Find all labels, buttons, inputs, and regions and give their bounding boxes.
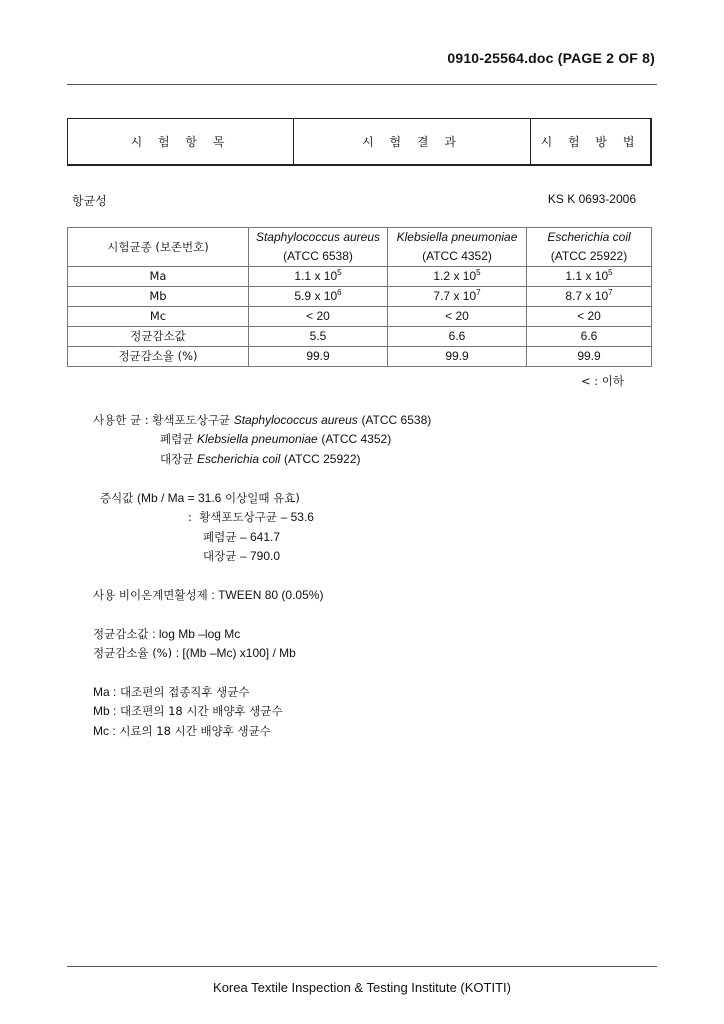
definition-text: 시료의 18 시간 배양후 생균수 xyxy=(119,724,271,738)
row-label: Mc xyxy=(68,307,249,327)
footer-divider xyxy=(67,966,657,967)
definition-key: Ma : xyxy=(93,685,117,699)
table-row xyxy=(68,307,652,327)
strain-atcc: (ATCC 25922) xyxy=(284,452,361,466)
formula-line xyxy=(93,645,296,661)
strain-korean-name: 황색포도상구균 xyxy=(152,413,231,427)
growth-value: – 53.6 xyxy=(280,510,314,524)
atcc-cell: (ATCC 6538) xyxy=(249,247,388,267)
value-cell: 99.9 xyxy=(527,347,652,367)
surfactant-label: 사용 비이온계면활성제 xyxy=(93,588,208,602)
table-row xyxy=(68,267,652,287)
row-header-cell: 시험균종 (보존번호) xyxy=(68,228,249,267)
bacteria-name-cell: Escherichia coil xyxy=(527,228,652,248)
bacteria-name-cell: Klebsiella pneumoniae xyxy=(388,228,527,248)
formula-value: : [(Mb –Mc) x100] / Mb xyxy=(175,646,296,660)
formula-label: 정균감소값 xyxy=(93,627,149,641)
row-label: 정균감소값 xyxy=(68,327,249,347)
value-cell: 1.2 x $10^5$ xyxy=(388,267,527,287)
growth-line xyxy=(188,509,314,525)
definition-line xyxy=(93,684,250,700)
document-id: 0910-25564.doc (PAGE 2 OF 8) xyxy=(447,50,655,66)
strain-label: 사용한 균 : xyxy=(93,413,149,427)
value-cell: 1.1 x $10^5$ xyxy=(527,267,652,287)
growth-line xyxy=(203,529,280,545)
bacteria-name-cell: Staphylococcus aureus xyxy=(249,228,388,248)
formula-label: 정균감소율 (%) xyxy=(93,646,173,660)
definition-line xyxy=(93,723,271,739)
growth-value: – 790.0 xyxy=(239,549,281,563)
formula-line xyxy=(93,626,240,642)
row-label: Mb xyxy=(68,287,249,307)
growth-line xyxy=(203,548,280,564)
definition-key: Mb : xyxy=(93,704,117,718)
strain-korean-name: 폐렴균 xyxy=(160,432,194,446)
test-standard: KS K 0693-2006 xyxy=(547,192,636,206)
test-method-header: 시 험 방 법 xyxy=(540,135,641,149)
test-result-header: 시 험 결 과 xyxy=(294,119,531,164)
growth-colon: : xyxy=(188,510,192,524)
value-cell: 5.5 xyxy=(249,327,388,347)
header-divider xyxy=(67,84,657,85)
growth-organism: 황색포도상구균 xyxy=(199,510,277,524)
formula-value: : log Mb –log Mc xyxy=(152,627,241,641)
growth-organism: 대장균 xyxy=(203,549,237,563)
growth-value: – 641.7 xyxy=(239,530,281,544)
test-header-table xyxy=(67,118,652,166)
antibacterial-results-table xyxy=(67,227,652,367)
definition-key: Mc : xyxy=(93,724,116,738)
row-label: 정균감소율 (%) xyxy=(68,347,249,367)
definition-line xyxy=(93,703,283,719)
growth-title: 증식값 (Mb / Ma = 31.6 이상일때 유효) xyxy=(100,491,300,505)
surfactant-line xyxy=(93,587,323,603)
definition-text: 대조편의 접종직후 생균수 xyxy=(120,685,250,699)
value-cell: 7.7 x $10^7$ xyxy=(388,287,527,307)
strain-line xyxy=(93,412,431,428)
strain-scientific-name: Escherichia coil xyxy=(196,452,281,466)
value-cell: 6.6 xyxy=(388,327,527,347)
value-cell: 99.9 xyxy=(388,347,527,367)
footer-organization: Korea Textile Inspection & Testing Institute (KOTITI) xyxy=(213,980,511,995)
strain-scientific-name: Staphylococcus aureus xyxy=(233,413,358,427)
value-cell: < 20 xyxy=(388,307,527,327)
value-cell: < 20 xyxy=(249,307,388,327)
strain-line xyxy=(160,451,361,467)
section-title: 항균성 xyxy=(72,194,107,208)
atcc-cell: (ATCC 25922) xyxy=(527,247,652,267)
table-footnote: < : 이하 xyxy=(580,374,624,388)
strain-scientific-name: Klebsiella pneumoniae xyxy=(196,432,318,446)
table-header-row xyxy=(68,228,652,248)
test-item-header: 시 험 항 목 xyxy=(68,119,294,164)
value-cell: 1.1 x $10^5$ xyxy=(249,267,388,287)
value-cell: < 20 xyxy=(527,307,652,327)
row-label: Ma xyxy=(68,267,249,287)
definition-text: 대조편의 18 시간 배양후 생균수 xyxy=(120,704,283,718)
value-cell: 5.9 x $10^6$ xyxy=(249,287,388,307)
value-cell: 6.6 xyxy=(527,327,652,347)
strain-atcc: (ATCC 6538) xyxy=(361,413,432,427)
strain-line xyxy=(160,431,391,447)
value-cell: 99.9 xyxy=(249,347,388,367)
strain-korean-name: 대장균 xyxy=(160,452,194,466)
surfactant-value: : TWEEN 80 (0.05%) xyxy=(211,588,324,602)
atcc-cell: (ATCC 4352) xyxy=(388,247,527,267)
strain-atcc: (ATCC 4352) xyxy=(321,432,392,446)
table-row xyxy=(68,327,652,347)
value-cell: 8.7 x $10^7$ xyxy=(527,287,652,307)
growth-organism: 폐렴균 xyxy=(203,530,237,544)
table-row xyxy=(68,287,652,307)
table-row xyxy=(68,347,652,367)
